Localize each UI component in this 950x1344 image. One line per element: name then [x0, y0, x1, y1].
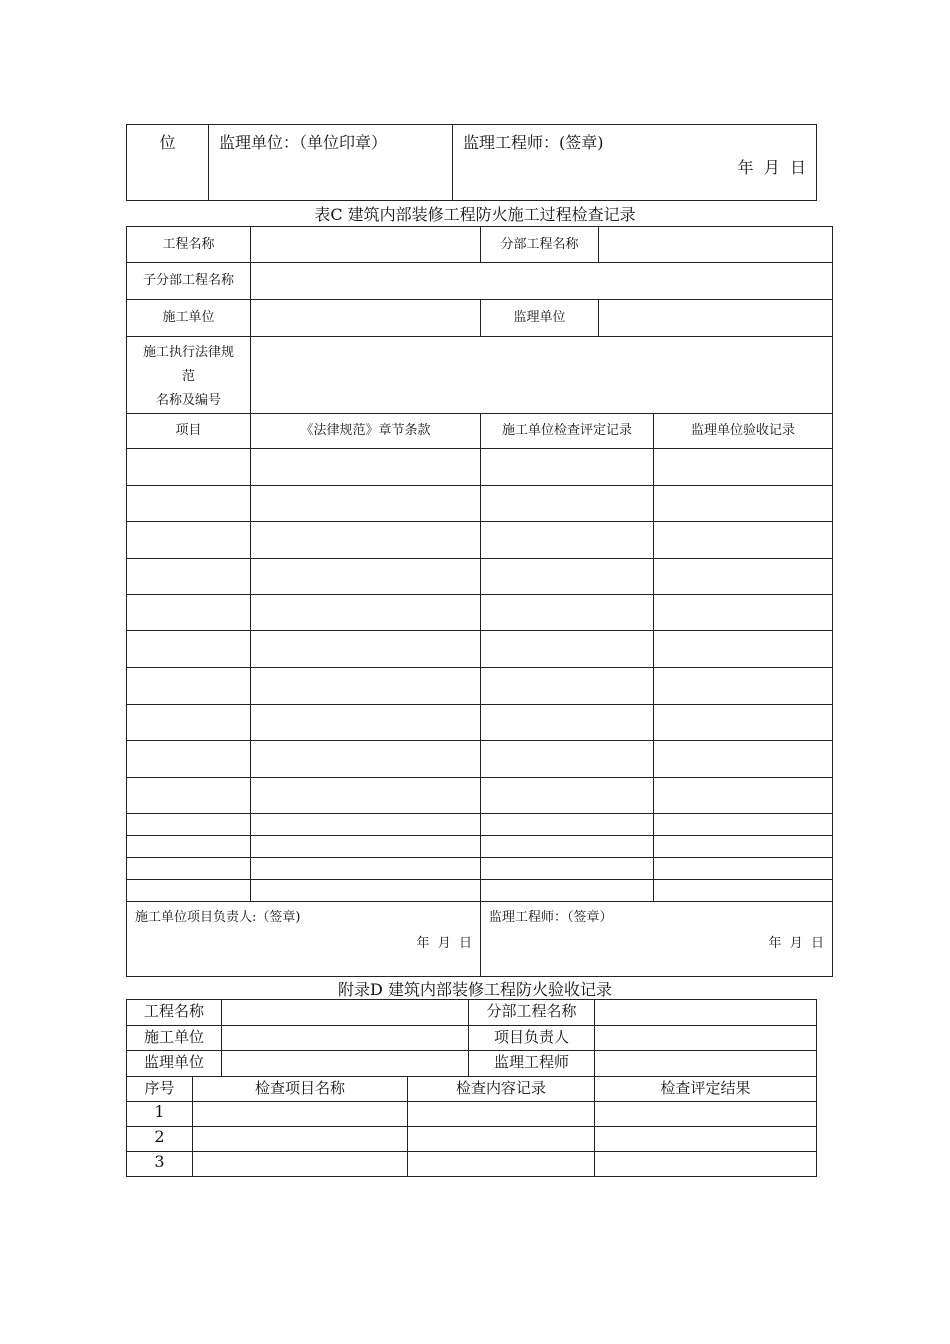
d-sub-project-field[interactable]	[595, 1000, 817, 1026]
item-cell[interactable]	[127, 741, 251, 778]
construction-check-cell[interactable]	[481, 705, 654, 741]
construction-check-cell[interactable]	[481, 449, 654, 486]
seq-cell: 3	[127, 1152, 193, 1177]
clause-cell[interactable]	[251, 836, 481, 858]
clause-cell[interactable]	[251, 668, 481, 705]
table-row	[127, 836, 833, 858]
clause-cell[interactable]	[251, 449, 481, 486]
construction-check-cell[interactable]	[481, 486, 654, 522]
table-d-title: 附录D 建筑内部装修工程防火验收记录	[338, 980, 612, 999]
supervision-engineer-label: 监理工程师：(签章)	[463, 133, 604, 152]
supervision-check-cell[interactable]	[654, 880, 833, 902]
law-spec-field[interactable]	[251, 337, 833, 414]
construction-check-cell[interactable]	[481, 858, 654, 880]
table-row	[127, 595, 833, 631]
table-row	[127, 486, 833, 522]
d-construction-unit-label: 施工单位	[127, 1026, 222, 1051]
item-cell[interactable]	[127, 858, 251, 880]
construction-unit-label: 施工单位	[127, 300, 251, 337]
d-sub-project-label: 分部工程名称	[469, 1000, 595, 1026]
supervision-check-cell[interactable]	[654, 705, 833, 741]
sub-project-name-label: 分部工程名称	[481, 227, 599, 263]
table-row	[127, 1152, 817, 1177]
d-project-leader-field[interactable]	[595, 1026, 817, 1051]
item-name-cell[interactable]	[193, 1152, 408, 1177]
supervision-check-cell[interactable]	[654, 522, 833, 559]
item-name-cell[interactable]	[193, 1102, 408, 1127]
construction-check-cell[interactable]	[481, 522, 654, 559]
d-supervision-engineer-label: 监理工程师	[469, 1051, 595, 1077]
clause-cell[interactable]	[251, 705, 481, 741]
table-row	[127, 668, 833, 705]
table-row	[127, 778, 833, 814]
table-row	[127, 1127, 817, 1152]
header-item: 项目	[127, 414, 251, 449]
header-construction-check	[481, 414, 654, 449]
supervision-check-cell[interactable]	[654, 814, 833, 836]
law-spec-label-line1: 施工执行法律规	[142, 345, 234, 360]
item-name-cell[interactable]	[193, 1127, 408, 1152]
construction-leader-sign	[127, 902, 481, 977]
clause-cell[interactable]	[251, 814, 481, 836]
supervision-check-cell[interactable]	[654, 836, 833, 858]
table-row	[127, 858, 833, 880]
clause-cell[interactable]	[251, 858, 481, 880]
top-signature-table	[126, 124, 817, 201]
table-d	[126, 999, 817, 1177]
supervision-unit-label: 监理单位	[481, 300, 599, 337]
item-cell[interactable]	[127, 631, 251, 668]
header-construction-check-text: 施工单位检查评定记录	[501, 423, 632, 438]
construction-check-cell[interactable]	[481, 778, 654, 814]
supervision-engineer-footer-label: 监理工程师：（签章）	[489, 910, 613, 925]
supervision-unit-seal: 监理单位：（单位印章）	[209, 125, 453, 201]
item-cell[interactable]	[127, 449, 251, 486]
child-sub-project-field[interactable]	[251, 263, 833, 300]
d-header-content-record: 检查内容记录	[408, 1077, 595, 1102]
construction-leader-date: 年 月 日	[416, 936, 472, 951]
d-header-item-name: 检查项目名称	[193, 1077, 408, 1102]
construction-leader-label: 施工单位项目负责人:（签章)	[135, 910, 301, 925]
child-sub-project-label: 子分部工程名称	[127, 263, 251, 300]
content-record-cell[interactable]	[408, 1127, 595, 1152]
item-cell[interactable]	[127, 559, 251, 595]
d-project-name-field[interactable]	[222, 1000, 469, 1026]
table-c-title: 表C 建筑内部装修工程防火施工过程检查记录	[314, 205, 636, 224]
seq-cell: 2	[127, 1127, 193, 1152]
table-row	[127, 631, 833, 668]
result-cell[interactable]	[595, 1152, 817, 1177]
item-cell[interactable]	[127, 705, 251, 741]
supervision-engineer-sign	[453, 125, 817, 201]
d-project-leader-label: 项目负责人	[469, 1026, 595, 1051]
table-row	[127, 559, 833, 595]
date-line: 年 月 日	[737, 158, 806, 177]
supervision-unit-field[interactable]	[599, 300, 833, 337]
supervision-check-cell[interactable]	[654, 858, 833, 880]
construction-check-cell[interactable]	[481, 631, 654, 668]
unit-label-fragment: 位	[127, 125, 209, 201]
clause-cell[interactable]	[251, 880, 481, 902]
supervision-check-cell[interactable]	[654, 631, 833, 668]
table-row	[127, 1102, 817, 1127]
clause-cell[interactable]	[251, 631, 481, 668]
item-cell[interactable]	[127, 486, 251, 522]
construction-check-cell[interactable]	[481, 595, 654, 631]
table-c	[126, 226, 833, 977]
table-d-body	[127, 1102, 817, 1177]
table-row	[127, 522, 833, 559]
supervision-check-cell[interactable]	[654, 449, 833, 486]
d-supervision-engineer-field[interactable]	[595, 1051, 817, 1077]
table-c-body	[127, 449, 833, 902]
d-header-seq: 序号	[127, 1077, 193, 1102]
result-cell[interactable]	[595, 1102, 817, 1127]
result-cell[interactable]	[595, 1127, 817, 1152]
d-project-name-label: 工程名称	[127, 1000, 222, 1026]
construction-check-cell[interactable]	[481, 559, 654, 595]
law-spec-label	[127, 337, 251, 414]
content-record-cell[interactable]	[408, 1152, 595, 1177]
header-clause: 《法律规范》章节条款	[251, 414, 481, 449]
header-supervision-check: 监理单位验收记录	[654, 414, 833, 449]
d-supervision-unit-label: 监理单位	[127, 1051, 222, 1077]
item-cell[interactable]	[127, 668, 251, 705]
clause-cell[interactable]	[251, 778, 481, 814]
law-spec-label-line3: 名称及编号	[155, 393, 221, 408]
d-construction-unit-field[interactable]	[222, 1026, 469, 1051]
supervision-check-cell[interactable]	[654, 778, 833, 814]
supervision-check-cell[interactable]	[654, 559, 833, 595]
content-record-cell[interactable]	[408, 1102, 595, 1127]
clause-cell[interactable]	[251, 559, 481, 595]
supervision-check-cell[interactable]	[654, 668, 833, 705]
construction-check-cell[interactable]	[481, 836, 654, 858]
clause-cell[interactable]	[251, 522, 481, 559]
sub-project-name-field[interactable]	[599, 227, 833, 263]
construction-check-cell[interactable]	[481, 880, 654, 902]
construction-check-cell[interactable]	[481, 814, 654, 836]
supervision-check-cell[interactable]	[654, 741, 833, 778]
construction-check-cell[interactable]	[481, 668, 654, 705]
supervision-check-cell[interactable]	[654, 595, 833, 631]
law-spec-label-line2: 范	[181, 369, 195, 384]
d-supervision-unit-field[interactable]	[222, 1051, 469, 1077]
table-row	[127, 880, 833, 902]
supervision-engineer-footer-date: 年 月 日	[768, 936, 824, 951]
item-cell[interactable]	[127, 595, 251, 631]
construction-check-cell[interactable]	[481, 741, 654, 778]
table-row	[127, 705, 833, 741]
item-cell[interactable]	[127, 522, 251, 559]
item-cell[interactable]	[127, 814, 251, 836]
table-row	[127, 741, 833, 778]
construction-unit-field[interactable]	[251, 300, 481, 337]
project-name-label: 工程名称	[127, 227, 251, 263]
clause-cell[interactable]	[251, 595, 481, 631]
table-row	[127, 814, 833, 836]
project-name-field[interactable]	[251, 227, 481, 263]
item-cell[interactable]	[127, 778, 251, 814]
clause-cell[interactable]	[251, 741, 481, 778]
supervision-check-cell[interactable]	[654, 486, 833, 522]
d-header-result: 检查评定结果	[595, 1077, 817, 1102]
item-cell[interactable]	[127, 880, 251, 902]
supervision-engineer-footer	[481, 902, 833, 977]
table-row	[127, 449, 833, 486]
seq-cell: 1	[127, 1102, 193, 1127]
clause-cell[interactable]	[251, 486, 481, 522]
item-cell[interactable]	[127, 836, 251, 858]
